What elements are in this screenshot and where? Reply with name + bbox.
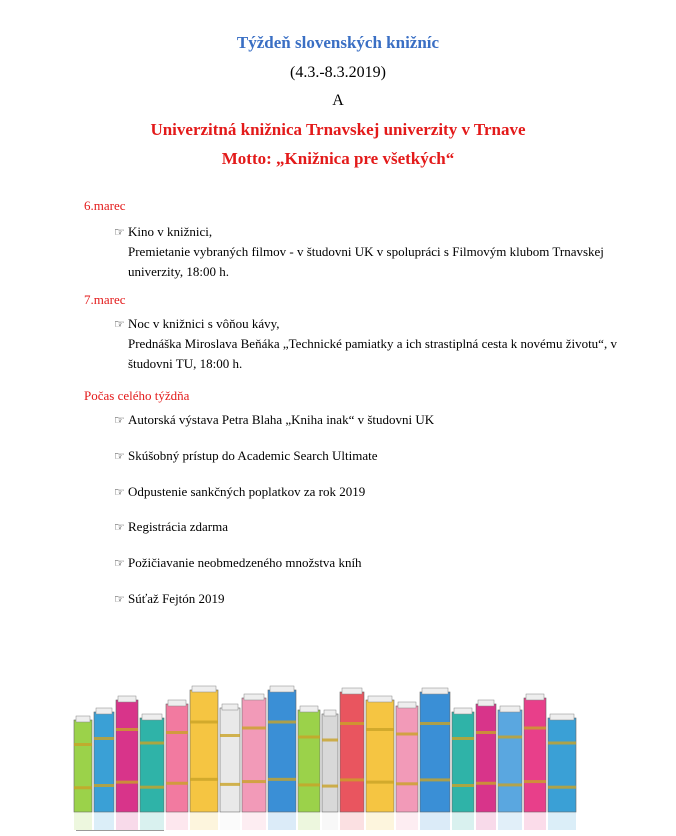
list-item: ☞ Súťaž Fejtón 2019 <box>114 589 624 609</box>
list-item: ☞ Odpustenie sankčných poplatkov za rok 2019 <box>114 482 624 502</box>
book <box>420 688 450 830</box>
list-item: ☞ Požičiavanie neobmedzeného množstva kníh <box>114 553 624 573</box>
list-item: ☞ Autorská výstava Petra Blaha „Kniha inak“ v študovni UK <box>114 410 624 430</box>
book <box>74 716 92 830</box>
list-item: ☞ Noc v knižnici s vôňou kávy, Prednáška Miroslava Beňáka „Technické pamiatky a ich strastiplná cesta k novému životu“, v študovni TU, 18:00 h. <box>114 316 617 371</box>
pointing-hand-icon: ☞ <box>114 449 125 463</box>
book <box>220 704 240 830</box>
divider <box>76 830 164 831</box>
motto: Motto: „Knižnica pre všetkých“ <box>221 149 455 168</box>
conjunction: A <box>332 92 344 109</box>
book <box>452 708 474 830</box>
book <box>548 714 576 830</box>
pointing-hand-icon: ☞ <box>114 485 125 499</box>
pointing-hand-icon: ☞ <box>114 413 125 427</box>
book <box>242 694 266 830</box>
pointing-hand-icon: ☞ <box>114 556 125 570</box>
page-title: Týždeň slovenských knižníc <box>236 33 440 52</box>
pointing-hand-icon: ☞ <box>114 225 125 239</box>
event-dates: (4.3.-8.3.2019) <box>290 64 386 81</box>
pointing-hand-icon: ☞ <box>114 317 125 331</box>
book <box>268 686 296 830</box>
book <box>340 688 364 830</box>
book <box>498 706 522 830</box>
book <box>190 686 218 830</box>
section-title-7-marec: 7.marec <box>84 292 126 307</box>
book <box>396 702 418 830</box>
book <box>524 694 546 830</box>
library-name: Univerzitná knižnica Trnavskej univerzity v Trnave <box>150 120 526 139</box>
book <box>476 700 496 830</box>
book <box>322 710 338 830</box>
book <box>166 700 188 830</box>
book <box>298 706 320 830</box>
book <box>366 696 394 830</box>
pointing-hand-icon: ☞ <box>114 520 125 534</box>
section-title-week: Počas celého týždňa <box>84 388 190 403</box>
list-item: ☞ Registrácia zdarma <box>114 517 624 537</box>
section-title-6-marec: 6.marec <box>84 198 126 213</box>
list-item: ☞ Kino v knižnici, Premietanie vybraných filmov - v študovni UK v spolupráci s Filmovým klubom Trnavskej univerzity, 18:00 h. <box>114 224 604 279</box>
books-illustration <box>70 680 620 830</box>
book <box>94 708 114 830</box>
list-item: ☞ Skúšobný prístup do Academic Search Ultimate <box>114 446 624 466</box>
book <box>140 714 164 830</box>
pointing-hand-icon: ☞ <box>114 592 125 606</box>
book <box>116 696 138 830</box>
